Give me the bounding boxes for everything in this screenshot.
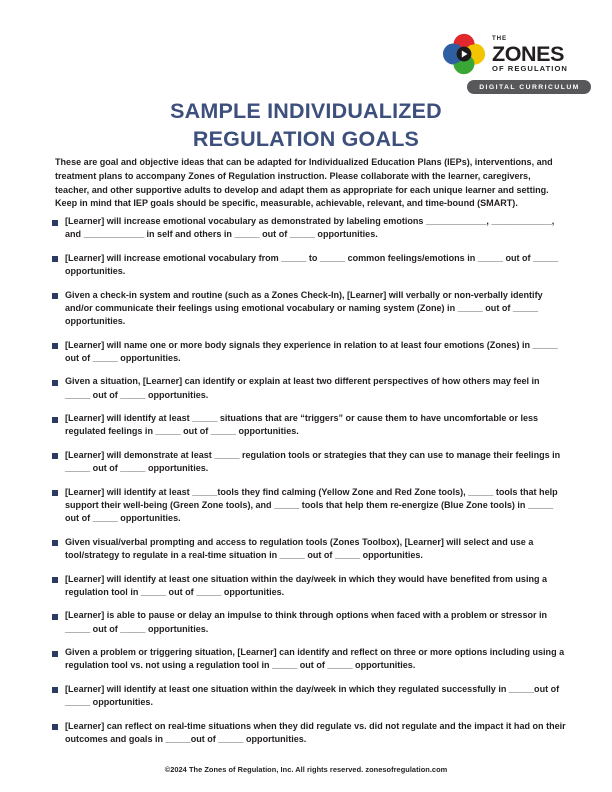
- goal-item: [52, 215, 567, 241]
- goal-text: Given visual/verbal prompting and access to regulation tools (Zones Toolbox), [Learner] will select and use a tool/strategy to regulate in a real-time situation in _____ out of _____ opportunities.: [65, 536, 534, 560]
- goal-text: Given a problem or triggering situation, [Learner] can identify and reflect on three or more options including using a regulation tool vs. not using a regulation tool in _____ out of _____ opportunities.: [65, 647, 565, 671]
- bullet-square-icon: [52, 577, 58, 583]
- goal-item: [52, 289, 567, 329]
- bullet-square-icon: [52, 614, 58, 620]
- logo-the-text: THE: [492, 35, 508, 43]
- goal-item: [52, 720, 567, 746]
- bullet-square-icon: [52, 417, 58, 423]
- goal-item: [52, 252, 567, 278]
- bullet-square-icon: [52, 293, 58, 299]
- goal-item: [52, 609, 567, 635]
- goal-text: [Learner] will identify at least one situation within the day/week in which they regulated successfully in _____out of _____ opportunities.: [65, 683, 560, 708]
- goal-item: [52, 339, 567, 365]
- digital-curriculum-badge: DIGITAL CURRICULUM: [467, 80, 591, 94]
- page-title-line-1: SAMPLE INDIVIDUALIZED: [170, 99, 442, 124]
- goal-text: [Learner] will increase emotional vocabulary from _____ to _____ common feelings/emotions in _____ out of _____ opportunities.: [65, 252, 559, 276]
- logo-row: [442, 32, 590, 76]
- bullet-square-icon: [52, 453, 58, 459]
- goals-list: [52, 215, 567, 757]
- logo-of-regulation-text: OF REGULATION: [492, 64, 568, 74]
- bullet-square-icon: [52, 687, 58, 693]
- goal-text: [Learner] will identify at least one situation within the day/week in which they would have benefited from using a regulation tool in _____ out of _____ opportunities.: [65, 573, 548, 597]
- goal-text: Given a check-in system and routine (such as a Zones Check-In), [Learner] will verbally or non-verbally identify and/or communicate their feelings using emotional vocabulary or naming system (Zone) in _____ out of _____ opportunities.: [65, 289, 543, 326]
- bullet-square-icon: [52, 256, 58, 262]
- goal-item: [52, 683, 567, 709]
- goal-item: [52, 573, 567, 599]
- goal-item: [52, 449, 567, 475]
- bullet-square-icon: [52, 220, 58, 226]
- goal-text: [Learner] will identify at least _____ situations that are “triggers” or cause them to have uncomfortable or less regulated feelings in _____ out of _____ opportunities.: [65, 413, 539, 437]
- goal-text: [Learner] will demonstrate at least _____ regulation tools or strategies that they can use to manage their feelings in _____ out of _____ opportunities.: [65, 449, 561, 474]
- goal-item: [52, 486, 567, 526]
- intro-paragraph: These are goal and objective ideas that can be adapted for Individualized Education Plans (IEPs), interventions, and treatment plans to accompany Zones of Regulation instruction. Please collaborate with the learner, caregivers, teacher, and other supportive adults to develop and adapt them as appropriate for each unique learner and setting. Keep in mind that IEP goals should be specific, measurable, achievable, relevant, and time-bound (SMART).: [55, 157, 553, 209]
- zones-pinwheel-icon: [442, 33, 486, 75]
- zones-of-regulation-logo: [442, 32, 590, 98]
- goal-text: [Learner] will identify at least _____tools they find calming (Yellow Zone and Red Zone tools), _____ tools that help support their well-being (Green Zone tools), and _____ tools that help them re-energize (Blue Zone tools) in _____ out of _____ opportunities.: [65, 486, 558, 524]
- bullet-square-icon: [52, 343, 58, 349]
- goal-item: [52, 536, 567, 562]
- goal-item: [52, 646, 567, 672]
- bullet-square-icon: [52, 540, 58, 546]
- bullet-square-icon: [52, 724, 58, 730]
- goal-text: [Learner] will increase emotional vocabulary as demonstrated by labeling emotions ____________, ____________, and ____________ in self and others in _____ out of _____ opportunities.: [65, 216, 555, 240]
- logo-zones-text: ZONES: [492, 41, 565, 66]
- goal-item: [52, 412, 567, 438]
- goal-text: [Learner] is able to pause or delay an impulse to think through options when faced with a problem or stressor in _____ out of _____ opportunities.: [65, 610, 548, 634]
- page-title: [0, 98, 612, 153]
- goal-text: [Learner] can reflect on real-time situations when they did regulate vs. did not regulate and the impact it had on their outcomes and goals in _____out of _____ opportunities.: [65, 720, 566, 744]
- footer-copyright: ©2024 The Zones of Regulation, Inc. All rights reserved. zonesofregulation.com: [164, 765, 448, 774]
- page-title-line-2: REGULATION GOALS: [192, 126, 420, 151]
- goal-text: [Learner] will name one or more body signals they experience in relation to at least four emotions (Zones) in _____ out of _____ opportunities.: [65, 339, 558, 363]
- bullet-square-icon: [52, 380, 58, 386]
- goal-text: Given a situation, [Learner] can identify or explain at least two different perspectives of how others may feel in _____ out of _____ opportunities.: [65, 376, 540, 400]
- logo-wordmark: [492, 35, 568, 72]
- bullet-square-icon: [52, 651, 58, 657]
- bullet-square-icon: [52, 490, 58, 496]
- goal-item: [52, 375, 567, 401]
